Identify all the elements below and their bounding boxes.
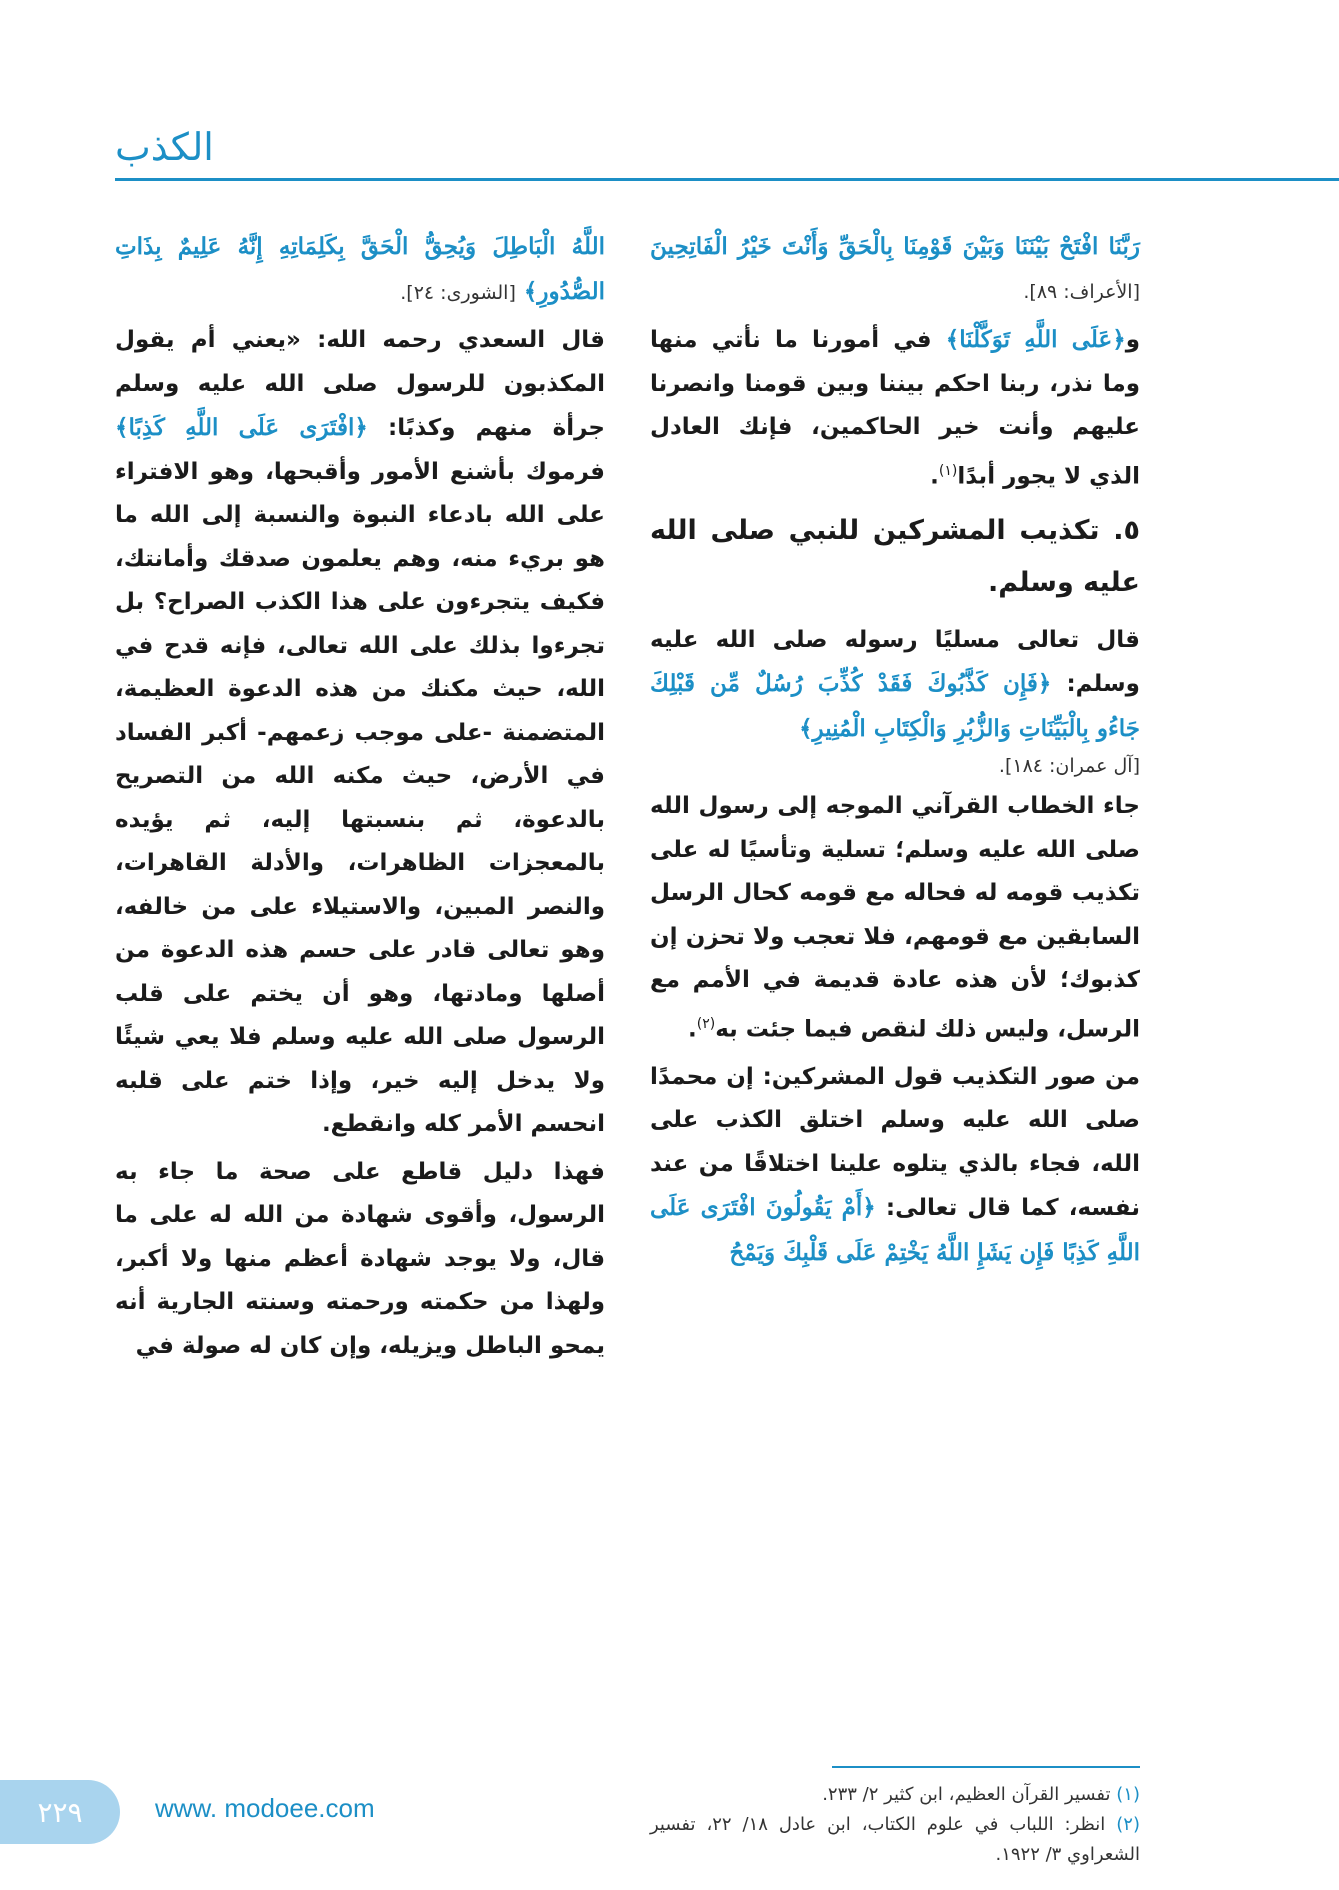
text: و xyxy=(1125,327,1140,353)
paragraph xyxy=(650,225,1140,314)
quran-verse: ﴿عَلَى اللَّهِ تَوَكَّلْنَا﴾ xyxy=(945,326,1126,353)
paragraph: جاء الخطاب القرآني الموجه إلى رسول الله صلى الله عليه وسلم؛ تسلية وتأسيًا له على تكذيب قومه له فحاله مع قومه كحال الرسل السابقين مع قومهم، فلا تعجب ولا تحزن إن كذبوك؛ لأن هذه عادة قديمة في الأمم مع الرسل، وليس ذلك لنقص فيما جئت به$^{(٢)}$. xyxy=(650,793,1140,1043)
footnote-divider xyxy=(832,1766,1140,1768)
text: قال السعدي رحمه الله: «يعني أم يقول المكذبون للرسول صلى الله عليه وسلم جرأة منهم وكذبًا: xyxy=(115,327,605,441)
text: جاء الخطاب القرآني الموجه إلى رسول الله صلى الله عليه وسلم؛ تسلية وتأسيًا له على تكذيب قومه له فحاله مع قومه كحال الرسل السابقين مع قومهم، فلا تعجب ولا تحزن إن كذبوك؛ لأن هذه عادة قديمة في الأمم مع الرسل، وليس ذلك لنقص فيما جئت به xyxy=(650,793,1140,1043)
footnote-text: انظر: اللباب في علوم الكتاب، ابن عادل ١٨/ ٢٢، تفسير الشعراوي ٣/ ١٩٢٢. xyxy=(650,1814,1140,1865)
right-column xyxy=(650,225,1140,1279)
text: في أمورنا ما نأتي منها وما نذر، ربنا احكم بيننا وبين قومنا وانصرنا عليهم وأنت خير الحاكمين، فإنك العادل الذي لا يجور أبدًا xyxy=(650,327,1140,490)
footnote xyxy=(650,1780,1140,1810)
page-number: ٢٢٩ xyxy=(0,1780,120,1844)
quran-verse: ﴿افْتَرَى عَلَى اللَّهِ كَذِبًا﴾ xyxy=(115,414,368,441)
section-heading: ٥. تكذيب المشركين للنبي صلى الله عليه وسلم. xyxy=(650,514,1140,598)
paragraph xyxy=(115,1151,605,1369)
footnote xyxy=(650,1810,1140,1870)
footnote-number: (٢) xyxy=(1116,1814,1140,1835)
quran-verse: اللَّهُ الْبَاطِلَ وَيُحِقُّ الْحَقَّ بِكَلِمَاتِهِ إِنَّهُ عَلِيمٌ بِذَاتِ الصُّدُورِ﴾ xyxy=(115,233,605,305)
quran-verse: ﴿أَمْ يَقُولُونَ افْتَرَى عَلَى اللَّهِ كَذِبًا فَإِن يَشَإِ اللَّهُ يَخْتِمْ عَلَى قَلْبِكَ وَيَمْحُ xyxy=(650,1194,1140,1266)
text: فرموك بأشنع الأمور وأقبحها، وهو الافتراء على الله بادعاء النبوة والنسبة إلى الله ما هو بريء منه، وهم يعلمون صدقك وأمانتك، فكيف يتجرءون على هذا الكذب الصراح؟ بل تجرءوا بذلك على الله تعالى، فإنه قدح في الله، حيث مكنك من هذه الدعوة العظيمة، المتضمنة -على موجب زعمهم- أكبر الفساد في الأرض، حيث مكنه الله من التصريح بالدعوة، ثم بنسبتها إليه، ثم يؤيده بالمعجزات الظاهرات، والأدلة القاهرات، والنصر المبين، والاستيلاء على من خالفه، وهو تعالى قادر على حسم هذه الدعوة من أصلها ومادتها، وهو أن يختم على قلب الرسول صلى الله عليه وسلم فلا يعي شيئًا ولا يدخل إليه خير، وإذا ختم على قلبه انحسم الأمر كله وانقطع. xyxy=(115,458,605,1137)
paragraph xyxy=(650,1056,1140,1276)
website-link[interactable]: www. modoee.com xyxy=(155,1793,375,1823)
footnote-marker[interactable]: (٢) xyxy=(696,1015,716,1032)
verse-reference: [الأعراف: ٨٩]. xyxy=(1023,280,1140,303)
verse-reference: [آل عمران: ١٨٤]. xyxy=(998,755,1140,778)
paragraph xyxy=(115,225,605,315)
footnote-marker[interactable]: (١) xyxy=(938,462,958,479)
header-divider xyxy=(115,178,1339,181)
page-title: الكذب xyxy=(115,125,214,169)
paragraph xyxy=(650,619,1140,782)
text: من صور التكذيب قول المشركين: إن محمدًا صلى الله عليه وسلم اختلق الكذب على الله، فجاء بالذي يتلوه علينا اختلاقًا من عند نفسه، كما قال تعالى: xyxy=(650,1063,1140,1222)
quran-verse: ﴿فَإِن كَذَّبُوكَ فَقَدْ كُذِّبَ رُسُلٌ مِّن قَبْلِكَ جَاءُو بِالْبَيِّنَاتِ وَالزُّبُرِ وَالْكِتَابِ الْمُنِيرِ﴾ xyxy=(650,670,1140,742)
text: قال تعالى مسليًا رسوله صلى الله عليه وسلم: xyxy=(650,626,1140,698)
footnote-number: (١) xyxy=(1116,1784,1140,1805)
footnote-text: تفسير القرآن العظيم، ابن كثير ٢/ ٢٣٣. xyxy=(822,1784,1111,1805)
verse-reference: [الشورى: ٢٤]. xyxy=(400,281,516,304)
paragraph xyxy=(115,319,605,1147)
left-column xyxy=(115,225,605,1372)
quran-verse: رَبَّنَا افْتَحْ بَيْنَنَا وَبَيْنَ قَوْمِنَا بِالْحَقِّ وَأَنْتَ خَيْرُ الْفَاتِحِينَ xyxy=(650,233,1140,260)
footnotes xyxy=(650,1780,1140,1870)
paragraph: و﴿عَلَى اللَّهِ تَوَكَّلْنَا﴾ في أمورنا ما نأتي منها وما نذر، ربنا احكم بيننا وبين قومنا وانصرنا عليهم وأنت خير الحاكمين، فإنك العادل الذي لا يجور أبدًا$^{(١)}$. xyxy=(650,326,1140,490)
text: فهذا دليل قاطع على صحة ما جاء به الرسول، وأقوى شهادة من الله له على ما قال، ولا يوجد شهادة أعظم منها ولا أكبر، ولهذا من حكمته ورحمته وسنته الجارية أنه يمحو الباطل ويزيله، وإن كان له صولة في xyxy=(115,1158,605,1359)
